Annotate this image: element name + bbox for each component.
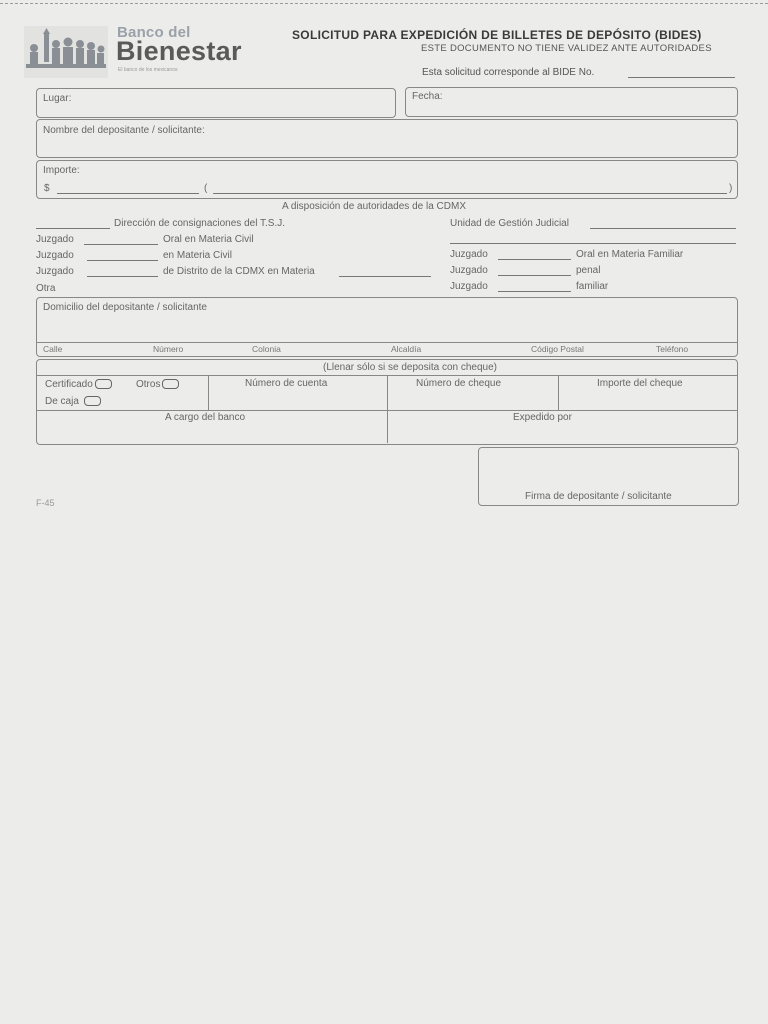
- oral-civil-label: Oral en Materia Civil: [163, 234, 254, 245]
- numero-cheque-label: Número de cheque: [416, 378, 502, 389]
- cheque-col-divider-1: [208, 375, 209, 410]
- distrito-materia-line[interactable]: [339, 276, 431, 277]
- colonia-label: Colonia: [252, 344, 281, 354]
- familiar-label: familiar: [576, 281, 609, 292]
- juzgado-label-5: Juzgado: [450, 265, 488, 276]
- form-code: F-45: [36, 498, 55, 508]
- materia-civil-label: en Materia Civil: [163, 250, 232, 261]
- juzgado-label-6: Juzgado: [450, 281, 488, 292]
- firma-label: Firma de depositante / solicitante: [525, 491, 672, 502]
- juzgado-familiar-line[interactable]: [498, 291, 571, 292]
- brand-name: Bienestar: [116, 36, 242, 66]
- importe-cheque-label: Importe del cheque: [597, 378, 683, 389]
- dollar-sign: $: [44, 183, 50, 194]
- brand-tagline: El banco de los mexicanos: [118, 67, 178, 73]
- certificado-label: [45, 379, 112, 390]
- paren-close: ): [729, 183, 733, 194]
- form-title: SOLICITUD PARA EXPEDICIÓN DE BILLETES DE DEPÓSITO (BIDES): [292, 28, 702, 42]
- de-caja-text: De caja: [45, 396, 79, 407]
- oral-familiar-label: Oral en Materia Familiar: [576, 249, 684, 260]
- otros-text: Otros: [136, 379, 161, 390]
- otros-checkbox[interactable]: [162, 379, 179, 389]
- cheque-heading: (Llenar sólo si se deposita con cheque): [323, 362, 497, 373]
- consignaciones-line[interactable]: [36, 228, 110, 229]
- form-subtitle: ESTE DOCUMENTO NO TIENE VALIDEZ ANTE AUTORIDADES: [421, 43, 712, 54]
- distrito-label: de Distrito de la CDMX en Materia: [163, 266, 315, 277]
- lugar-field[interactable]: [36, 88, 396, 118]
- cheque-col-divider-3: [558, 375, 559, 410]
- gestion-judicial-line[interactable]: [590, 228, 736, 229]
- autoridades-heading: A disposición de autoridades de la CDMX: [282, 201, 466, 212]
- gestion-judicial-label: Unidad de Gestión Judicial: [450, 218, 569, 229]
- consignaciones-label: Dirección de consignaciones del T.S.J.: [114, 218, 286, 229]
- juzgado-familiar-oral-line[interactable]: [498, 259, 571, 260]
- cheque-col-divider-2: [387, 375, 388, 443]
- codigo-postal-label: Código Postal: [531, 344, 584, 354]
- juzgado-label-4: Juzgado: [450, 249, 488, 260]
- otros-label: [136, 379, 179, 390]
- importe-label: Importe:: [43, 165, 80, 176]
- juzgado-label-2: Juzgado: [36, 250, 74, 261]
- importe-field[interactable]: [36, 160, 738, 199]
- importe-letra-line[interactable]: [213, 193, 727, 194]
- fecha-label: Fecha:: [412, 91, 443, 102]
- a-cargo-banco-label: A cargo del banco: [165, 412, 246, 423]
- importe-number-line[interactable]: [57, 193, 199, 194]
- certificado-checkbox[interactable]: [95, 379, 112, 389]
- cheque-section: [36, 359, 738, 445]
- juzgado-penal-line[interactable]: [498, 275, 571, 276]
- firma-field[interactable]: [478, 447, 739, 506]
- brand-line1: Banco del: [117, 24, 191, 41]
- domicilio-field[interactable]: [36, 297, 738, 357]
- lugar-label: Lugar:: [43, 93, 72, 104]
- de-caja-checkbox[interactable]: [84, 396, 101, 406]
- alcaldia-label: Alcaldía: [391, 344, 422, 354]
- paren-open: (: [204, 183, 208, 194]
- calle-label: Calle: [43, 344, 63, 354]
- numero-label: Número: [153, 344, 184, 354]
- nombre-label: Nombre del depositante / solicitante:: [43, 125, 205, 136]
- fecha-field[interactable]: [405, 87, 738, 117]
- otra-label: Otra: [36, 283, 56, 294]
- page-top-dashed-border: [0, 3, 768, 4]
- juzgado-oral-civil-line[interactable]: [84, 244, 158, 245]
- juzgado-civil-line[interactable]: [87, 260, 158, 261]
- juzgado-distrito-line[interactable]: [87, 276, 158, 277]
- numero-cuenta-label: Número de cuenta: [245, 378, 328, 389]
- penal-label: penal: [576, 265, 601, 276]
- domicilio-divider: [37, 342, 737, 343]
- bide-number-field[interactable]: [628, 77, 735, 78]
- certificado-text: Certificado: [45, 379, 93, 390]
- expedido-por-label: Expedido por: [513, 412, 572, 423]
- de-caja-label: [45, 396, 101, 407]
- gestion-judicial-line-2[interactable]: [450, 243, 736, 244]
- bide-number-label: Esta solicitud corresponde al BIDE No.: [422, 67, 595, 78]
- domicilio-label: Domicilio del depositante / solicitante: [43, 302, 207, 313]
- juzgado-label-1: Juzgado: [36, 234, 74, 245]
- telefono-label: Teléfono: [656, 344, 689, 354]
- nombre-field[interactable]: [36, 119, 738, 158]
- bank-logo-people-icon: [24, 26, 108, 78]
- juzgado-label-3: Juzgado: [36, 266, 74, 277]
